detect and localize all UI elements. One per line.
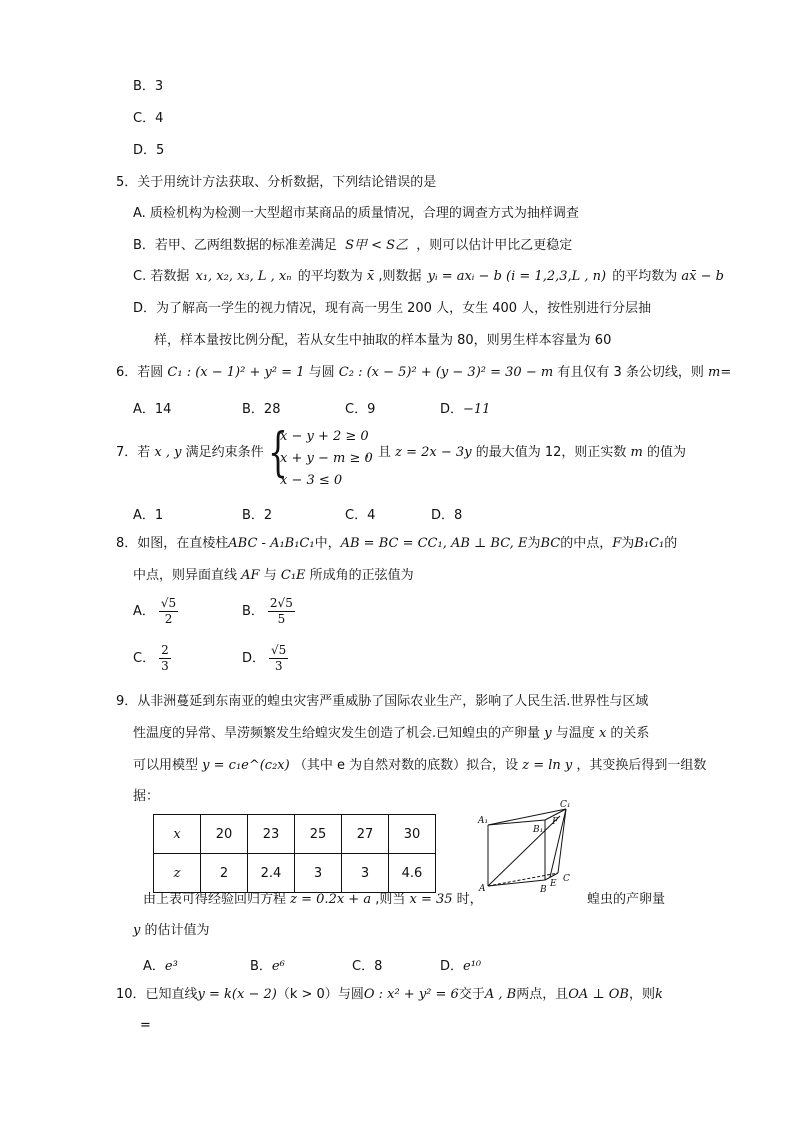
q7-constraint-1: x − y + 2 ≥ 0 [280,429,369,444]
q8-a-den: 2 [164,612,173,626]
table-row [154,854,436,893]
q8-l1-post: 的 [664,536,678,551]
q5-c-math4: ax̄ − b [681,269,724,284]
q5-b-post: ，则可以估计甲比乙更稳定 [416,238,573,253]
q8-b-label: B． [242,604,264,619]
q9-l3-sub: z = ln y [522,758,573,773]
q7-stem-left [116,444,264,462]
q7-constraint-3: x − 3 ≤ 0 [280,473,343,488]
q7-option-a: A．1 [133,508,164,523]
q6-d-label: D． [440,402,464,417]
q8-b-num: 2√5 [269,596,293,610]
q5-c-mid3: 的平均数为 [612,269,678,284]
table-cell: 3 [342,854,389,893]
fig-label-a: A [479,884,486,894]
q8-line2 [133,567,414,585]
table-cell: 4.6 [389,854,436,893]
table-cell: 2 [201,854,248,893]
q8-c-label: C． [133,651,156,666]
q9-l5-eq: z = 0.2x + a [290,892,372,907]
q5-c-math3: yᵢ = axᵢ − b (i = 1,2,3,L , n) [427,269,607,284]
q6-d-math: −11 [463,402,491,417]
q10-circle: O : x² + y² = 6 [363,987,459,1002]
q9-l6-y: y [133,923,141,938]
q6-option-b: B．28 [242,402,281,417]
q9-data-table [153,814,436,893]
q8-l2-pre: 中点，则异面直线 [133,568,238,583]
q9-l2-post: 的关系 [610,726,650,741]
q8-l1-mid2: 为 [527,536,541,551]
fig-label-e: E [550,879,557,889]
q7-stem-right [365,444,686,462]
q10-k: k [654,987,663,1002]
q9-d-label: D． [440,959,464,974]
q9-line6 [133,922,210,940]
q8-l1-math5: B₁C₁ [634,536,665,551]
q7-post3: 的值为 [646,445,686,460]
q9-l2-pre: 性温度的异常、旱涝频繁发生给蝗灾发生创造了机会.已知蝗虫的产卵量 [133,726,541,741]
q6-math2: C₂ : (x − 5)² + (y − 3)² = 30 − m [338,365,554,380]
fig-label-a1: A₁ [478,816,489,826]
q5-c-mid1: 的平均数为 [297,269,363,284]
fig-label-c1: C₁ [560,800,571,810]
q8-d-label: D． [242,651,266,666]
q9-option-b [250,955,285,974]
q8-l1-math3: BC [540,536,561,551]
table-header-x: x [154,815,201,854]
q9-l5-x: x = 35 [409,892,453,907]
q7-brace: { [268,423,288,483]
table-header-z: z [154,854,201,893]
q4-option-c: C．4 [133,111,164,126]
q8-l1-mid3: 的中点， [560,536,613,551]
q9-l3-pre: 可以用模型 [133,758,199,773]
q8-l1-mid4: 为 [621,536,635,551]
q7-option-c: C．4 [345,508,376,523]
q6-math1: C₁ : (x − 1)² + y² = 1 [167,365,305,380]
table-cell: 27 [342,815,389,854]
q7-mid: 满足约束条件 [185,445,264,460]
q8-c-frac [159,643,171,674]
q10-equals: = [140,1018,151,1033]
q8-a-label: A． [133,604,155,619]
q10-perp: OA ⊥ OB [568,987,629,1002]
q9-l5-post: 时， [456,892,483,907]
q9-l3-mid: （其中 e 为自然对数的底数）拟合，设 [293,758,519,773]
q10-line: y = k(x − 2) [197,987,277,1002]
q10-pts: A , B [484,987,517,1002]
q6-stem [116,364,731,382]
q4-option-b: B．3 [133,79,164,94]
q10-pre: 10．已知直线 [116,987,198,1002]
q9-l3-model: y = c₁e^(c₂x) [202,758,290,773]
q9-option-a [143,955,178,974]
q9-b-label: B． [250,959,272,974]
q5-c-math1: x₁, x₂, x₃, L , xₙ [195,269,292,284]
q9-l3-post: ，其变换后得到一组数 [576,758,707,773]
q8-l1-mid: 中， [314,536,341,551]
q10-stem [116,986,663,1004]
q7-option-b: B．2 [242,508,273,523]
q9-a-label: A． [143,959,165,974]
q8-a-frac [159,596,178,627]
q6-pre: 6．若圆 [116,365,164,380]
q9-l5-pre: 由上表可得经验回归方程 [143,892,287,907]
fig-label-c: C [563,874,570,884]
q8-l2-mid: 与 [263,568,277,583]
q9-b-value: e⁶ [271,959,285,974]
prism-figure [470,798,590,898]
q8-option-c [133,643,171,674]
q6-mid: 与圆 [308,365,335,380]
q5-option-b [133,237,572,255]
q7-pre: 7．若 [116,445,151,460]
q8-c-den: 3 [161,659,169,673]
q7-constraint-2: x + y − m ≥ 0 [280,451,373,466]
q9-l6-post: 的估计值为 [144,923,210,938]
q9-line1: 9．从非洲蔓延到东南亚的蝗虫灾害严重威胁了国际农业生产，影响了人民生活.世界性与区域 [116,694,649,709]
q9-d-value: e¹⁰ [463,959,482,974]
q5-c-mid2: ,则数据 [378,269,422,284]
q5-option-a: A. 质检机构为检测一大型超市某商品的质量情况，合理的调查方式为抽样调查 [133,206,579,221]
table-cell: 30 [389,815,436,854]
q7-post1: ，且 [365,445,392,460]
q8-l1-math2: AB = BC = CC₁, AB ⊥ BC, E [340,536,528,551]
q9-a-value: e³ [164,959,178,974]
q8-a-num: √5 [160,596,177,610]
q5-stem: 5．关于用统计方法获取、分析数据，下列结论错误的是 [116,175,437,190]
q5-c-pre: C. 若数据 [133,269,190,284]
q8-b-frac [268,596,295,627]
q9-line5 [143,891,483,909]
q8-b-den: 5 [277,612,286,626]
q9-option-c: C．8 [352,959,383,974]
q8-c-num: 2 [161,643,169,657]
q9-line2 [133,725,649,743]
table-row [154,815,436,854]
q9-option-d [440,955,481,974]
q8-option-d [242,643,288,674]
q8-option-b [242,596,295,627]
q6-option-a: A．14 [133,402,172,417]
q5-c-math2: x̄ [366,269,375,284]
q8-l2-post: 所成角的正弦值为 [309,568,414,583]
q10-cond: （k > 0） [276,987,338,1002]
q8-line1 [116,535,677,553]
q8-l1-math1: ABC - A₁B₁C₁ [228,536,315,551]
q9-l2-x: x [598,726,607,741]
q5-option-d-line2: 样，样本量按比例分配，若从女生中抽取的样本量为 80，则男生样本容量为 60 [154,333,612,348]
q10-post: ，则 [628,987,655,1002]
q8-d-den: 3 [274,659,283,673]
q5-b-pre: B．若甲、乙两组数据的标准差满足 [133,238,337,253]
q9-line3 [133,757,706,775]
q7-post2: 的最大值为 12，则正实数 [475,445,627,460]
q6-m: m= [708,365,732,380]
q8-l2-math1: AF [241,568,260,583]
table-cell: 25 [295,815,342,854]
fig-label-f: F [552,817,559,827]
q8-option-a [133,596,178,627]
q5-option-c [133,268,724,286]
fig-label-b: B [540,885,547,895]
q5-option-d-line1: D．为了解高一学生的视力情况，现有高一男生 200 人，女生 400 人，按性别进行分层抽 [133,301,652,316]
q6-option-c: C．9 [345,402,376,417]
q10-mid: 与圆 [337,987,364,1002]
q5-b-math: S甲 < S乙 [345,238,409,253]
q8-d-num: √5 [271,643,287,657]
q9-l2-mid: 与温度 [555,726,595,741]
fig-label-b1: B₁ [533,825,544,835]
q9-line4: 据： [133,789,160,804]
q6-post: 有且仅有 3 条公切线，则 [557,365,704,380]
table-cell: 23 [248,815,295,854]
q8-l1-pre: 8．如图，在直棱柱 [116,536,229,551]
table-cell: 20 [201,815,248,854]
table-cell: 3 [295,854,342,893]
q9-line5-right: 蝗虫的产卵量 [587,892,666,907]
q8-l1-math4: F [612,536,622,551]
q9-l2-y: y [544,726,552,741]
q7-vars: x , y [154,445,182,460]
q7-zexpr: z = 2x − 3y [395,445,472,460]
q10-mid2: 交于 [458,987,485,1002]
q8-l2-math2: C₁E [280,568,306,583]
table-cell: 2.4 [248,854,295,893]
q4-option-d: D．5 [133,143,165,158]
q8-d-frac [269,643,288,674]
q7-option-d: D．8 [431,508,463,523]
q6-option-d [440,398,490,417]
q10-mid3: 两点，且 [516,987,569,1002]
q9-l5-mid: ,则当 [375,892,406,907]
q7-mvar: m [630,445,643,460]
